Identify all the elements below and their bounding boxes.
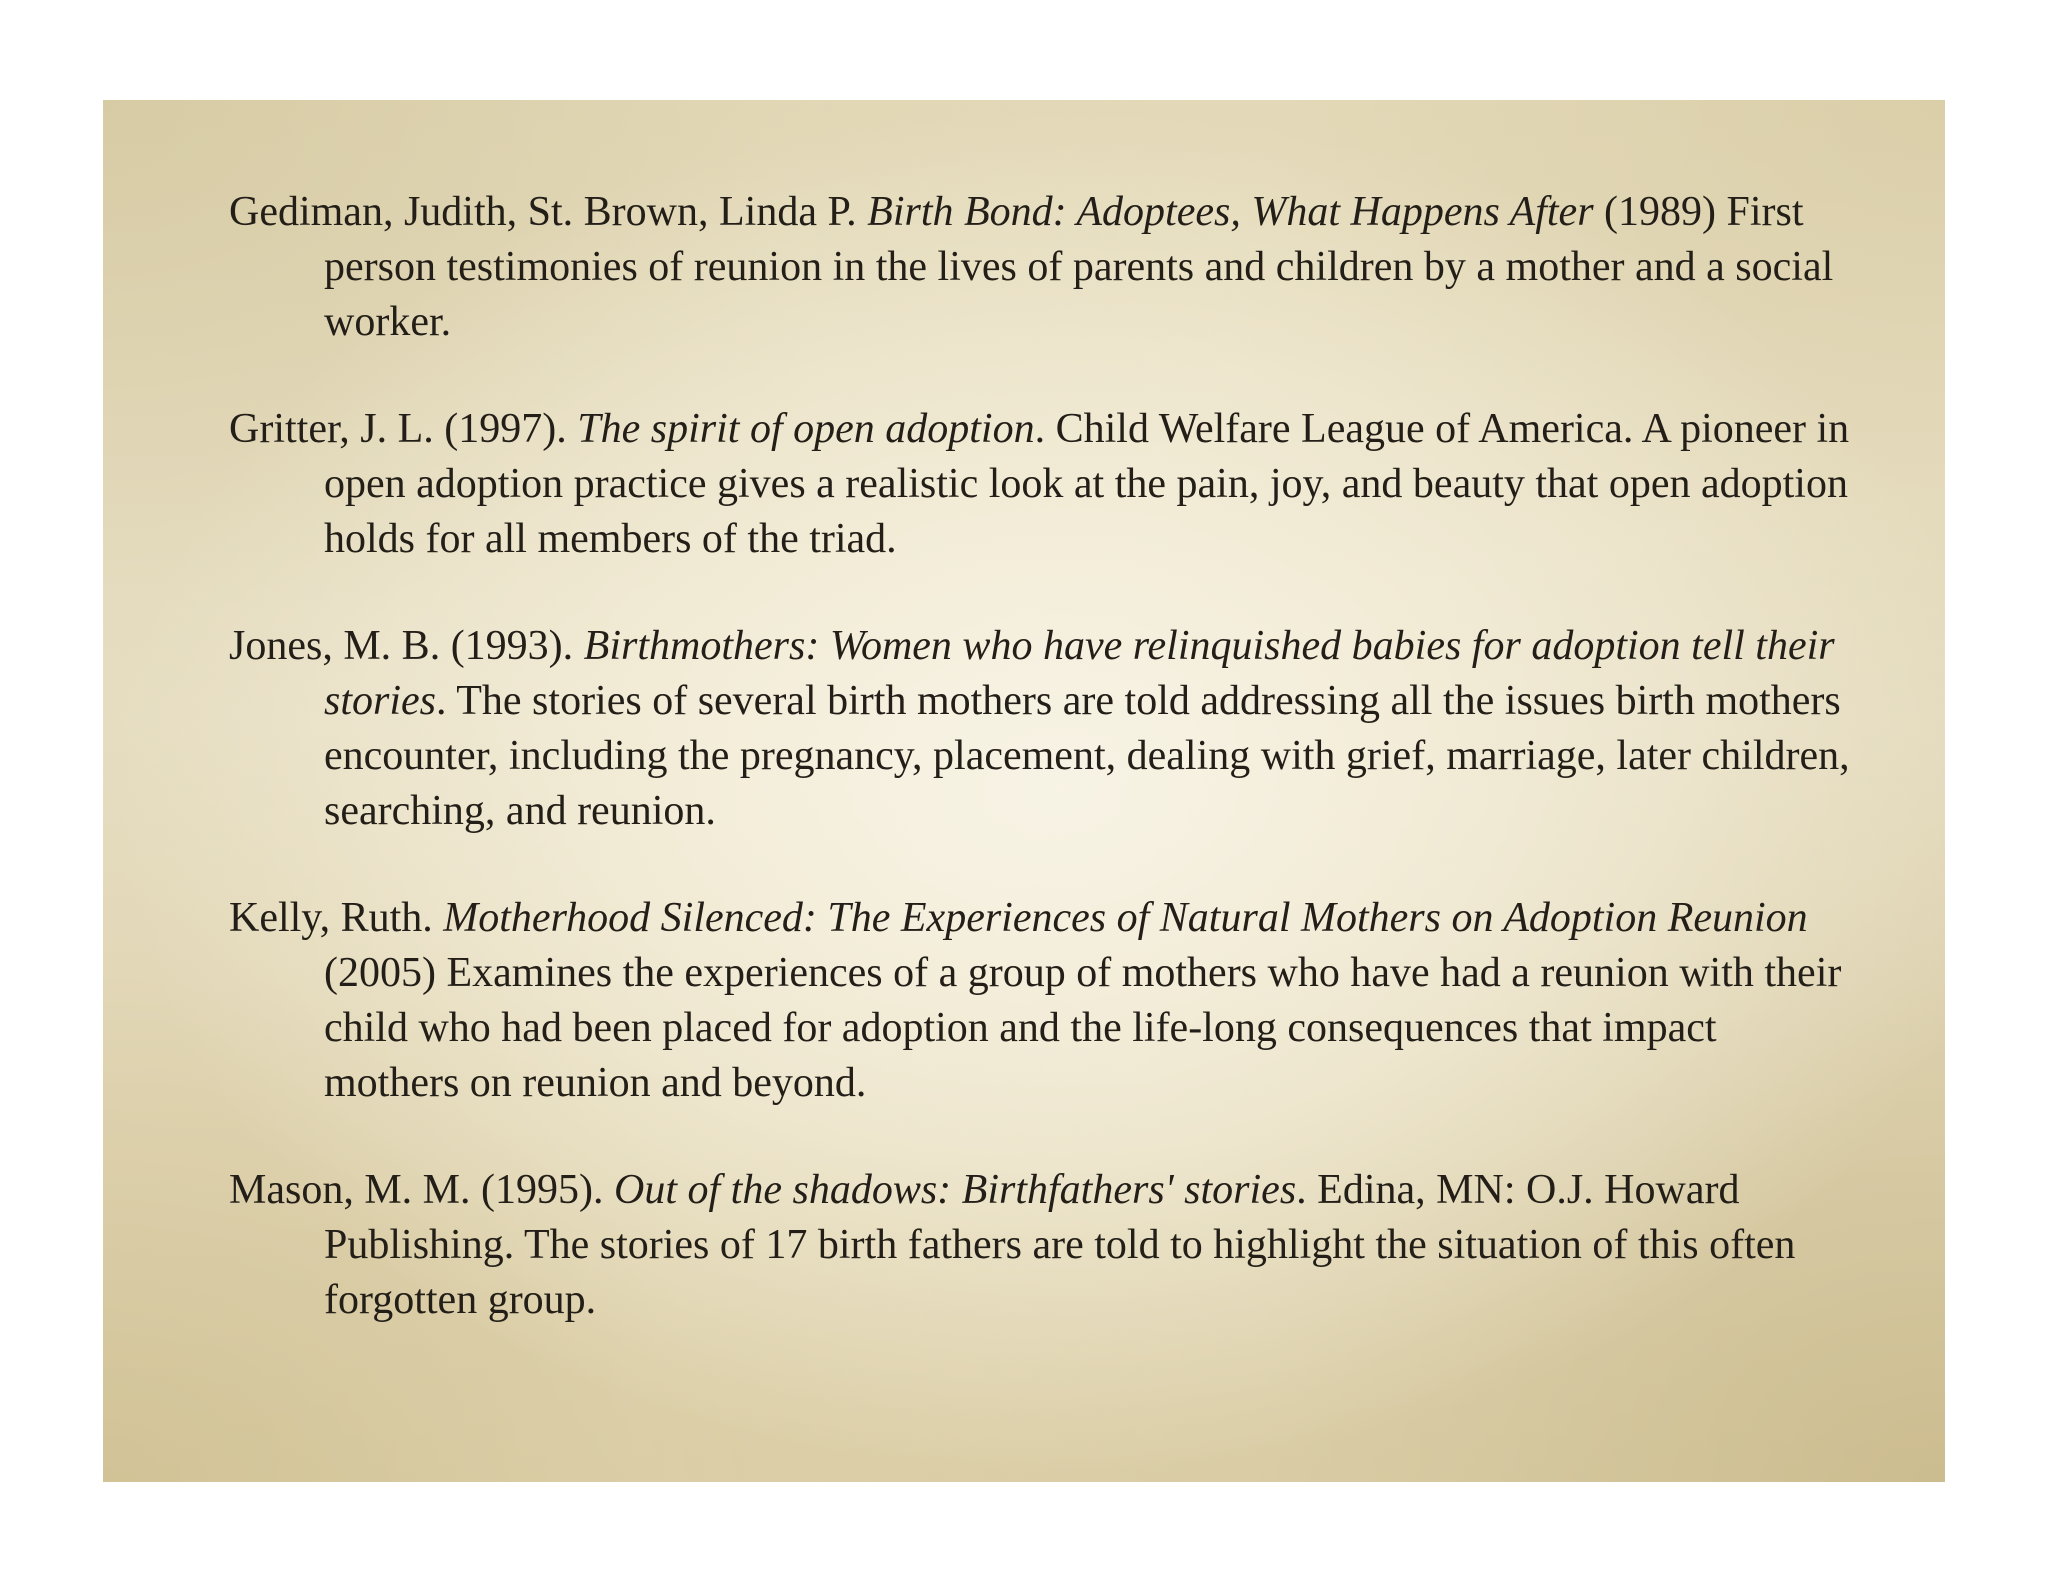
reference-citation: Gritter, J. L. (1997). [229,406,578,452]
reference-description: (2005) Examines the experiences of a group of mothers who have had a reunion with their child who had been placed for adoption and the life-long consequences that impact mothers on reunion and beyond. [324,950,1842,1106]
reference-title: Motherhood Silenced: The Experiences of Natural Mothers on Adoption Reunion [443,895,1808,941]
reference-citation: Jones, M. B. (1993). [229,623,584,669]
reference-title: The spirit of open adoption [577,406,1035,452]
reference-citation: Mason, M. M. (1995). [229,1167,614,1213]
reference-entry-mason [229,1163,1859,1328]
reference-description: . The stories of several birth mothers are told addressing all the issues birth mothers encounter, including the pregnancy, placement, dealing with grief, marriage, later children, searching, and reunion. [324,678,1850,834]
reference-description: . Edina, MN: O.J. Howard Publishing. The stories of 17 birth fathers are told to highlight the situation of this often forgotten group. [324,1167,1796,1323]
reference-entry-gediman [229,185,1859,350]
reference-description: . Child Welfare League of America. A pioneer in open adoption practice gives a realistic look at the pain, joy, and beauty that open adoption holds for all members of the triad. [324,406,1850,562]
reference-title: Birthmothers: Women who have relinquished babies for adoption tell their stories [324,623,1835,724]
reference-citation: Gediman, Judith, St. Brown, Linda P. [229,189,868,235]
reference-title: Birth Bond: Adoptees, What Happens After [867,189,1594,235]
reference-list [229,185,1859,1380]
reference-entry-jones [229,619,1859,839]
slide [103,100,1945,1482]
reference-citation: Kelly, Ruth. [229,895,444,941]
reference-title: Out of the shadows: Birthfathers' stories [614,1167,1297,1213]
reference-entry-kelly [229,891,1859,1111]
reference-entry-gritter [229,402,1859,567]
reference-description: (1989) First person testimonies of reunion in the lives of parents and children by a mother and a social worker. [324,189,1834,345]
